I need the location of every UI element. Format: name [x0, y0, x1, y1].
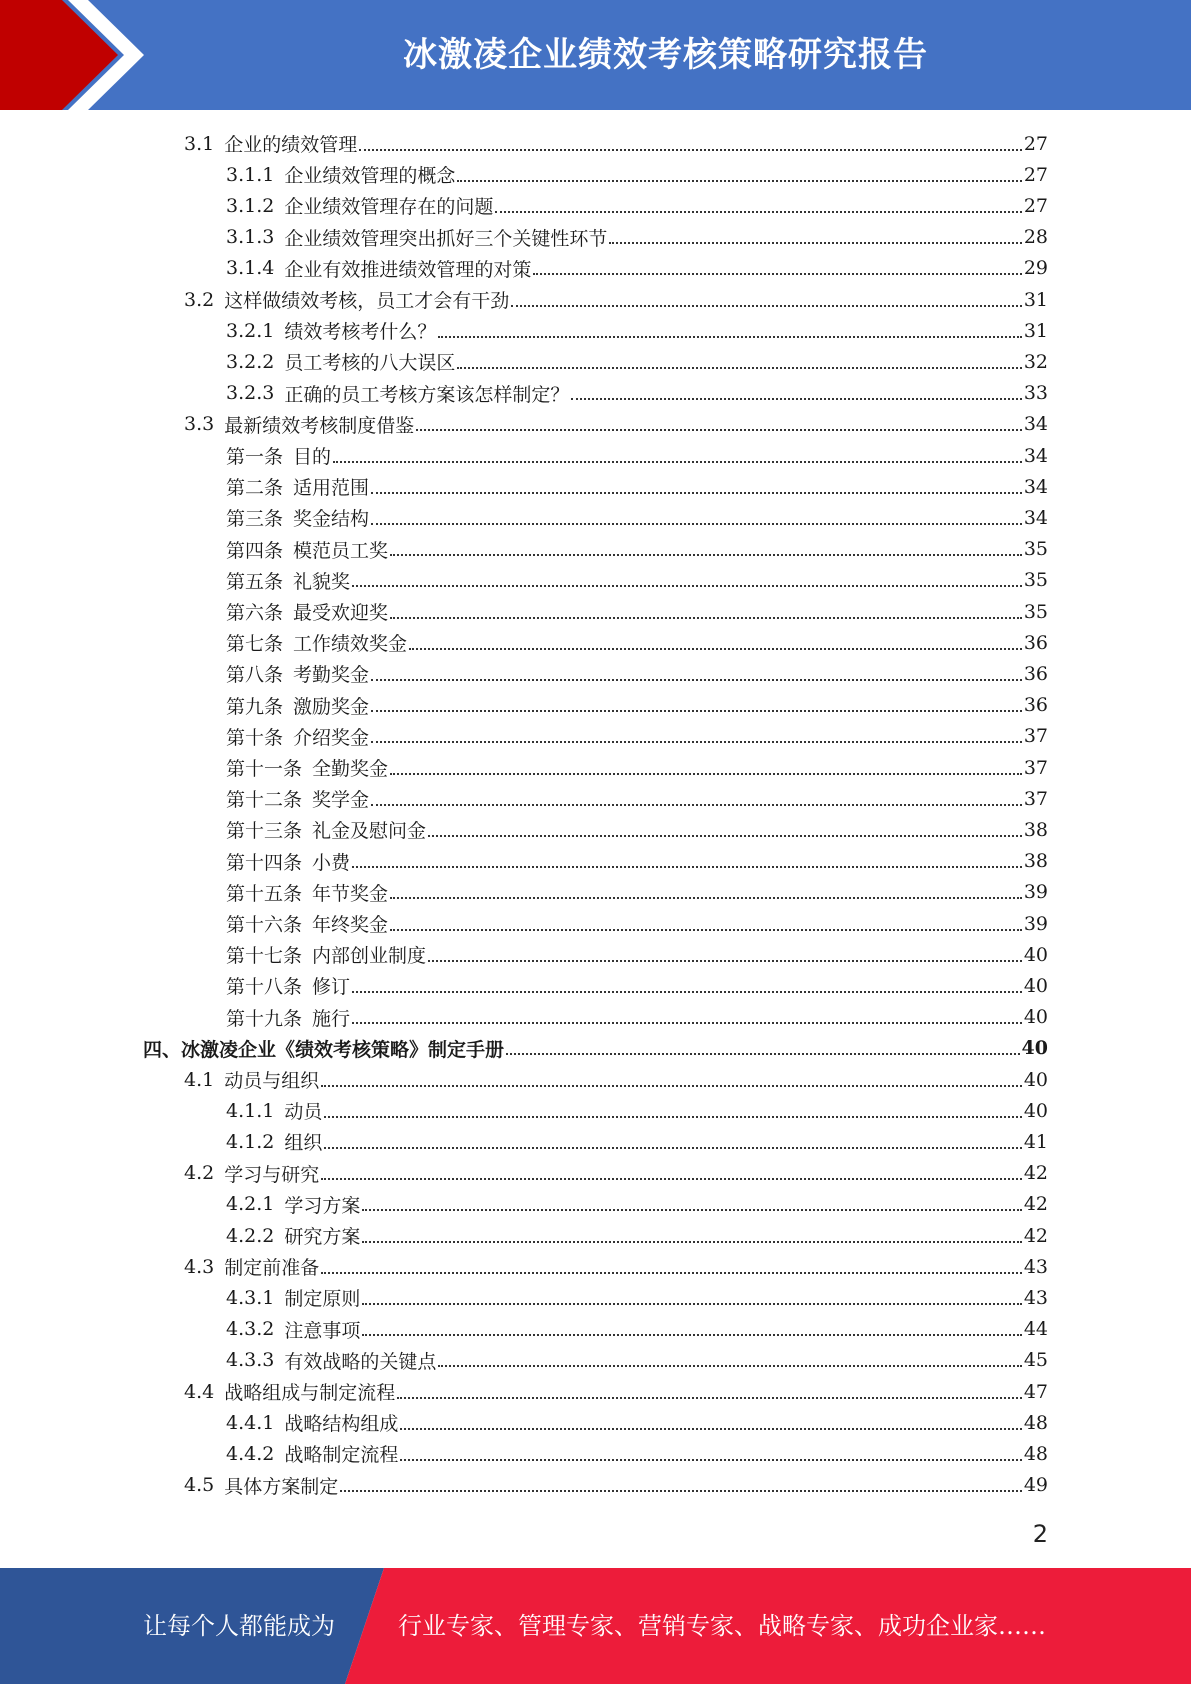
toc-entry-title: 修订: [312, 976, 351, 999]
toc-dot-leader: [511, 305, 1022, 307]
toc-entry[interactable]: [226, 1407, 1048, 1438]
toc-dot-leader: [362, 1209, 1021, 1211]
toc-dot-leader: [371, 741, 1022, 743]
toc-entry[interactable]: [184, 1158, 1048, 1189]
toc-entry-number: 3.1.2: [226, 194, 275, 217]
toc-entry[interactable]: [184, 1376, 1048, 1407]
toc-entry-number: 4.3.1: [226, 1286, 275, 1309]
toc-entry-title: 企业有效推进绩效管理的对策: [284, 258, 532, 281]
toc-entry[interactable]: [226, 1314, 1048, 1345]
toc-entry-number: 第六条: [226, 602, 284, 625]
toc-dot-leader: [333, 461, 1022, 463]
toc-entry[interactable]: [226, 253, 1048, 284]
toc-entry[interactable]: [184, 1251, 1048, 1282]
toc-entry-number: 第二条: [226, 477, 284, 500]
toc-entry[interactable]: [226, 721, 1048, 752]
toc-entry-title: 激励奖金: [293, 695, 370, 718]
toc-dot-leader: [397, 1397, 1022, 1399]
footer-slogan-left: 让每个人都能成为: [143, 1612, 335, 1640]
toc-entry-number: 第五条: [226, 570, 284, 593]
toc-entry-number: 3.2.2: [226, 350, 275, 373]
toc-entry-title: 注意事项: [284, 1319, 361, 1342]
toc-entry-title: 全勤奖金: [312, 758, 389, 781]
toc-entry-number: 3.1: [184, 132, 215, 155]
toc-entry-title: 企业的绩效管理: [224, 134, 358, 157]
toc-entry[interactable]: [226, 222, 1048, 253]
toc-entry[interactable]: [226, 378, 1048, 409]
toc-entry-title: 内部创业制度: [312, 945, 427, 968]
toc-entry-title: 组织: [284, 1132, 323, 1155]
toc-entry-number: 3.3: [184, 413, 215, 436]
toc-entry-number: 4.2.2: [226, 1224, 275, 1247]
toc-entry-number: 3.1.4: [226, 257, 275, 280]
toc-entry-page: 31: [1023, 319, 1048, 342]
toc-entry-number: 第十四条: [226, 851, 303, 874]
toc-dot-leader: [571, 398, 1021, 400]
toc-entry-page: 33: [1023, 382, 1048, 405]
toc-entry[interactable]: [226, 783, 1048, 814]
toc-entry[interactable]: [226, 565, 1048, 596]
toc-entry-page: 43: [1023, 1255, 1048, 1278]
toc-entry-title: 绩效考核考什么？: [284, 321, 437, 344]
toc-entry-title: 这样做绩效考核，员工才会有干劲: [224, 290, 510, 313]
toc-entry[interactable]: [226, 1189, 1048, 1220]
toc-entry-title: 学习方案: [284, 1194, 361, 1217]
toc-entry-page: 38: [1023, 850, 1048, 873]
toc-entry-title: 施行: [312, 1007, 351, 1030]
toc-entry[interactable]: [226, 752, 1048, 783]
toc-entry[interactable]: [226, 877, 1048, 908]
toc-entry-page: 42: [1023, 1224, 1048, 1247]
toc-entry-page: 34: [1023, 413, 1048, 436]
toc-entry[interactable]: [226, 1002, 1048, 1033]
toc-entry-title: 战略结构组成: [284, 1413, 399, 1436]
toc-entry-page: 35: [1023, 569, 1048, 592]
toc-entry-page: 44: [1023, 1318, 1048, 1341]
toc-entry-page: 27: [1023, 132, 1048, 155]
toc-entry-number: 第十三条: [226, 820, 303, 843]
toc-entry-page: 37: [1023, 756, 1048, 779]
toc-dot-leader: [428, 835, 1022, 837]
toc-entry-title: 模范员工奖: [293, 539, 389, 562]
toc-entry-title: 考勤奖金: [293, 664, 370, 687]
toc-entry-page: 36: [1023, 662, 1048, 685]
toc-entry-title: 礼金及慰问金: [312, 820, 427, 843]
footer-slogan-right: 行业专家、管理专家、营销专家、战略专家、成功企业家……: [398, 1612, 1046, 1640]
toc-entry-page: 35: [1023, 600, 1048, 623]
toc-entry-page: 34: [1023, 506, 1048, 529]
toc-entry-page: 43: [1023, 1286, 1048, 1309]
toc-entry-title: 年节奖金: [312, 882, 389, 905]
toc-entry-title: 战略制定流程: [284, 1444, 399, 1467]
toc-dot-leader: [390, 773, 1022, 775]
toc-entry-number: 第九条: [226, 695, 284, 718]
toc-entry-title: 奖金结构: [293, 508, 370, 531]
toc-entry-title: 有效战略的关键点: [284, 1350, 437, 1373]
toc-entry[interactable]: [184, 1064, 1048, 1095]
toc-entry-number: 3.2.3: [226, 382, 275, 405]
toc-entry-page: 35: [1023, 538, 1048, 561]
toc-entry-number: 4.2.1: [226, 1193, 275, 1216]
toc-entry-title: 奖学金: [312, 789, 370, 812]
toc-entry-title: 制定前准备: [224, 1257, 320, 1280]
footer-banner: [0, 1568, 1191, 1684]
toc-entry[interactable]: [226, 627, 1048, 658]
toc-dot-leader: [533, 273, 1021, 275]
toc-entry-page: 40: [1021, 1037, 1048, 1060]
toc-entry-page: 47: [1023, 1380, 1048, 1403]
toc-entry-number: 第十二条: [226, 789, 303, 812]
toc-dot-leader: [390, 617, 1022, 619]
toc-entry-title: 适用范围: [293, 477, 370, 500]
toc-entry-number: 4.1.1: [226, 1099, 275, 1122]
toc-dot-leader: [340, 1490, 1022, 1492]
toc-entry-number: 4.4.1: [226, 1411, 275, 1434]
toc-entry-title: 学习与研究: [224, 1163, 320, 1186]
toc-dot-leader: [371, 804, 1022, 806]
toc-entry-title: 礼貌奖: [293, 570, 351, 593]
toc-entry[interactable]: [226, 939, 1048, 970]
toc-dot-leader: [352, 1022, 1022, 1024]
toc-entry-page: 40: [1023, 974, 1048, 997]
toc-entry-page: 37: [1023, 725, 1048, 748]
toc-dot-leader: [371, 523, 1022, 525]
toc-entry-title: 制定原则: [284, 1288, 361, 1311]
toc-entry-number: 第一条: [226, 446, 284, 469]
toc-entry-number: 4.4: [184, 1380, 215, 1403]
toc-entry-page: 32: [1023, 350, 1048, 373]
toc-entry[interactable]: [226, 908, 1048, 939]
toc-entry-title: 目的: [293, 446, 332, 469]
toc-dot-leader: [321, 1178, 1022, 1180]
toc-dot-leader: [321, 1272, 1022, 1274]
toc-entry-page: 34: [1023, 444, 1048, 467]
toc-entry[interactable]: [226, 1126, 1048, 1157]
toc-entry-number: 第七条: [226, 633, 284, 656]
page-number: 2: [1032, 1520, 1048, 1548]
document-title: 冰激凌企业绩效考核策略研究报告: [403, 35, 928, 75]
toc-entry-page: 40: [1023, 943, 1048, 966]
toc-entry-page: 27: [1023, 163, 1048, 186]
toc-entry-number: 4.3.3: [226, 1349, 275, 1372]
toc-entry-number: 第十五条: [226, 882, 303, 905]
toc-entry-page: 36: [1023, 694, 1048, 717]
toc-entry[interactable]: [226, 534, 1048, 565]
toc-entry[interactable]: [226, 440, 1048, 471]
toc-dot-leader: [409, 648, 1022, 650]
toc-dot-leader: [416, 429, 1022, 431]
toc-dot-leader: [321, 1085, 1022, 1087]
toc-entry-number: 第十七条: [226, 945, 303, 968]
chevron-arrow-icon: [0, 0, 160, 110]
toc-entry-page: 48: [1023, 1411, 1048, 1434]
toc-dot-leader: [352, 585, 1022, 587]
toc-entry-title: 具体方案制定: [224, 1475, 339, 1498]
toc-entry-page: 36: [1023, 631, 1048, 654]
toc-dot-leader: [371, 492, 1022, 494]
toc-entry-page: 39: [1023, 881, 1048, 904]
toc-entry[interactable]: [226, 159, 1048, 190]
toc-dot-leader: [390, 554, 1022, 556]
toc-dot-leader: [371, 679, 1022, 681]
toc-entry-title: 四、冰激凌企业《绩效考核策略》制定手册: [143, 1038, 505, 1061]
toc-entry-page: 41: [1023, 1130, 1048, 1153]
toc-entry-number: 4.2: [184, 1162, 215, 1185]
toc-entry-number: 第四条: [226, 539, 284, 562]
toc-entry[interactable]: [226, 1345, 1048, 1376]
toc-dot-leader: [506, 1053, 1020, 1055]
toc-entry-number: 第三条: [226, 508, 284, 531]
toc-entry[interactable]: [184, 128, 1048, 159]
toc-entry[interactable]: [184, 409, 1048, 440]
toc-entry-number: 第十六条: [226, 914, 303, 937]
toc-entry-title: 介绍奖金: [293, 726, 370, 749]
toc-entry-number: 第十八条: [226, 976, 303, 999]
toc-entry-page: 29: [1023, 257, 1048, 280]
toc-entry[interactable]: [226, 315, 1048, 346]
toc-entry-number: 4.1: [184, 1068, 215, 1091]
toc-dot-leader: [352, 866, 1022, 868]
toc-entry[interactable]: [184, 284, 1048, 315]
toc-entry-page: 31: [1023, 288, 1048, 311]
toc-entry-title: 最新绩效考核制度借鉴: [224, 414, 415, 437]
toc-entry-page: 37: [1023, 787, 1048, 810]
toc-entry-title: 员工考核的八大误区: [284, 352, 456, 375]
toc-entry-number: 第八条: [226, 664, 284, 687]
toc-dot-leader: [495, 211, 1021, 213]
toc-entry-page: 48: [1023, 1442, 1048, 1465]
toc-dot-leader: [352, 991, 1022, 993]
toc-entry-number: 3.1.1: [226, 163, 275, 186]
toc-dot-leader: [390, 929, 1022, 931]
toc-entry[interactable]: [226, 1095, 1048, 1126]
toc-entry[interactable]: [226, 471, 1048, 502]
toc-entry-number: 第十一条: [226, 758, 303, 781]
toc-entry[interactable]: [226, 1220, 1048, 1251]
toc-entry-page: 28: [1023, 226, 1048, 249]
toc-entry[interactable]: [226, 596, 1048, 627]
toc-entry-title: 动员: [284, 1101, 323, 1124]
toc-dot-leader: [362, 1303, 1021, 1305]
toc-entry-page: 40: [1023, 1006, 1048, 1029]
toc-entry[interactable]: [143, 1033, 1048, 1064]
toc-dot-leader: [428, 960, 1022, 962]
toc-entry-title: 企业绩效管理存在的问题: [284, 196, 494, 219]
toc-entry[interactable]: [226, 658, 1048, 689]
toc-dot-leader: [609, 242, 1021, 244]
toc-dot-leader: [359, 149, 1022, 151]
toc-entry-page: 40: [1023, 1068, 1048, 1091]
toc-entry-number: 4.3.2: [226, 1318, 275, 1341]
toc-entry[interactable]: [226, 690, 1048, 721]
toc-entry-number: 第十条: [226, 726, 284, 749]
toc-dot-leader: [400, 1428, 1021, 1430]
toc-entry-number: 3.2.1: [226, 319, 275, 342]
toc-entry-page: 34: [1023, 475, 1048, 498]
toc-entry-number: 4.4.2: [226, 1442, 275, 1465]
toc-entry-number: 3.1.3: [226, 226, 275, 249]
toc-dot-leader: [438, 1365, 1021, 1367]
toc-entry[interactable]: [184, 1470, 1048, 1501]
toc-dot-leader: [362, 1334, 1021, 1336]
toc-entry-title: 企业绩效管理的概念: [284, 165, 456, 188]
toc-entry-page: 42: [1023, 1162, 1048, 1185]
toc-dot-leader: [457, 180, 1021, 182]
toc-dot-leader: [362, 1241, 1021, 1243]
toc-entry[interactable]: [226, 814, 1048, 845]
toc-entry-title: 正确的员工考核方案该怎样制定？: [284, 383, 570, 406]
toc-entry-title: 企业绩效管理突出抓好三个关键性环节: [284, 227, 608, 250]
toc-entry[interactable]: [226, 190, 1048, 221]
toc-entry-title: 年终奖金: [312, 914, 389, 937]
toc-entry[interactable]: [226, 1438, 1048, 1469]
toc-entry-page: 40: [1023, 1099, 1048, 1122]
header-banner: [0, 0, 1191, 110]
toc-entry[interactable]: [226, 846, 1048, 877]
toc-entry-title: 动员与组织: [224, 1070, 320, 1093]
toc-entry-number: 第十九条: [226, 1007, 303, 1030]
toc-entry-title: 研究方案: [284, 1226, 361, 1249]
toc-entry-page: 39: [1023, 912, 1048, 935]
toc-entry-number: 4.5: [184, 1474, 215, 1497]
toc-dot-leader: [438, 336, 1021, 338]
toc-entry[interactable]: [226, 502, 1048, 533]
toc-dot-leader: [400, 1459, 1021, 1461]
toc-dot-leader: [324, 1147, 1021, 1149]
toc-dot-leader: [324, 1116, 1021, 1118]
toc-entry-title: 战略组成与制定流程: [224, 1382, 396, 1405]
toc-entry[interactable]: [226, 346, 1048, 377]
toc-entry-number: 4.1.2: [226, 1130, 275, 1153]
toc-dot-leader: [371, 710, 1022, 712]
toc-entry-title: 小费: [312, 851, 351, 874]
toc-entry-page: 49: [1023, 1474, 1048, 1497]
toc-entry[interactable]: [226, 1282, 1048, 1313]
toc-entry-page: 38: [1023, 818, 1048, 841]
toc-entry-title: 工作绩效奖金: [293, 633, 408, 656]
toc-entry-page: 27: [1023, 194, 1048, 217]
toc-entry-page: 42: [1023, 1193, 1048, 1216]
toc-entry-number: 4.3: [184, 1255, 215, 1278]
toc-entry-number: 3.2: [184, 288, 215, 311]
toc-entry-page: 45: [1023, 1349, 1048, 1372]
toc-dot-leader: [390, 897, 1022, 899]
toc-entry[interactable]: [226, 970, 1048, 1001]
toc-dot-leader: [457, 367, 1021, 369]
toc-entry-title: 最受欢迎奖: [293, 602, 389, 625]
